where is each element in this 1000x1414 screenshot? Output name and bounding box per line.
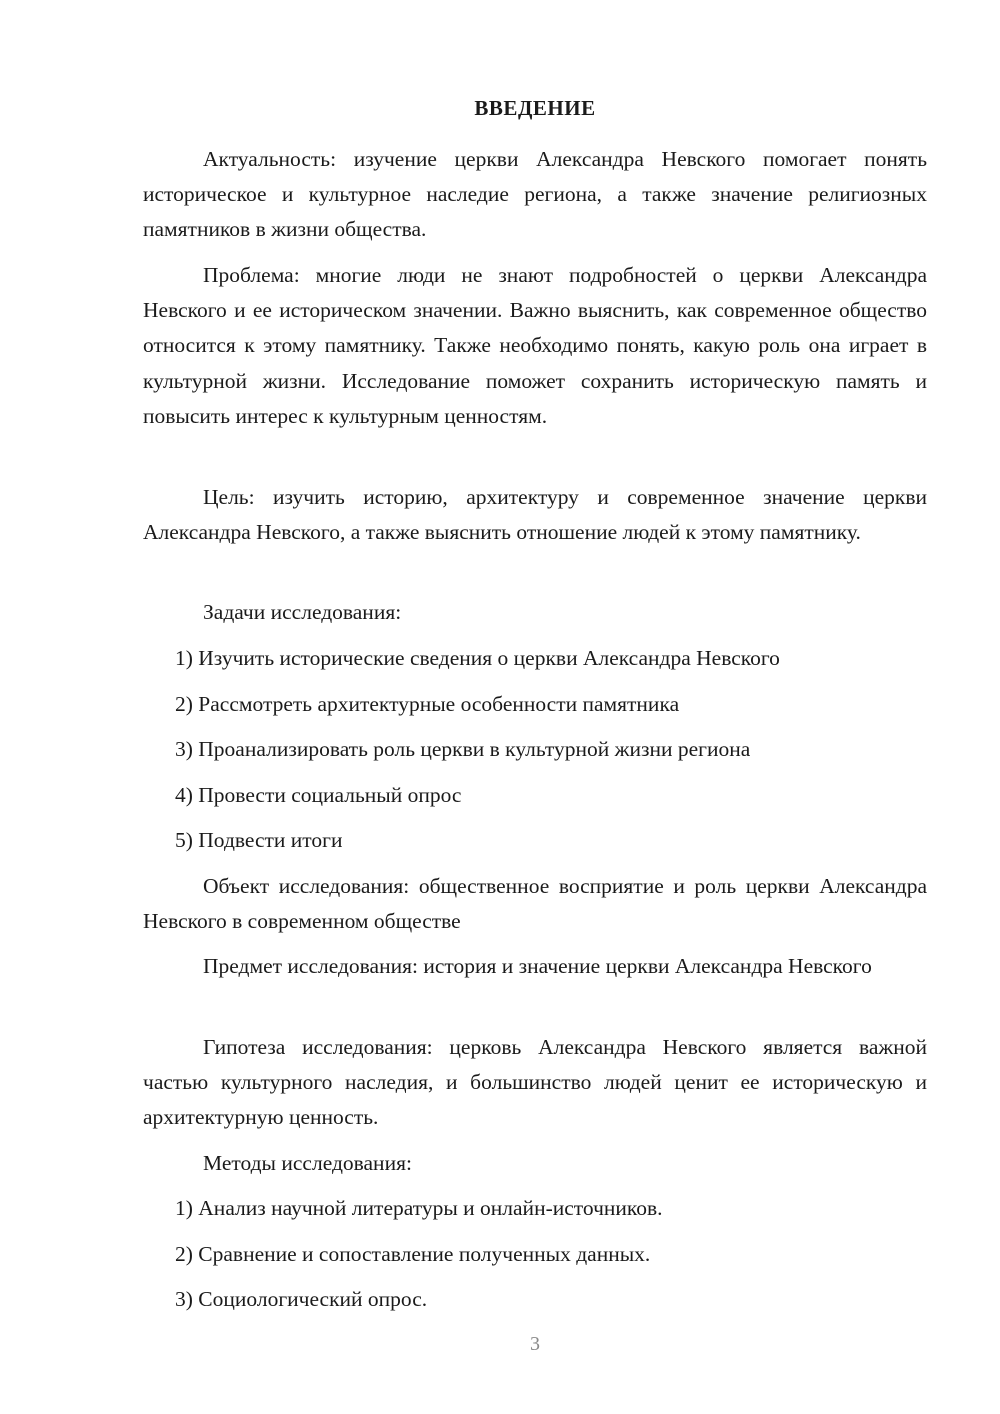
tasks-title: Задачи исследования:: [203, 600, 402, 624]
task-item: 4) Провести социальный опрос: [175, 783, 462, 807]
methods-title: Методы исследования:: [203, 1151, 412, 1175]
relevance-paragraph: Актуальность: изучение церкви Александра Невского помогает понять историческое и культурное наследие региона, а также значение религиозных памятников в жизни общества.: [143, 147, 927, 242]
object-paragraph: Объект исследования: общественное восприятие и роль церкви Александра Невского в современном обществе: [143, 874, 927, 934]
subject-paragraph: Предмет исследования: история и значение церкви Александра Невского: [203, 954, 872, 978]
section-heading: ВВЕДЕНИЕ: [474, 96, 596, 120]
method-item: 3) Социологический опрос.: [175, 1287, 428, 1311]
hypothesis-paragraph: Гипотеза исследования: церковь Александра Невского является важной частью культурного наследия, и большинство людей ценит ее историческую и архитектурную ценность.: [143, 1035, 927, 1130]
problem-paragraph: Проблема: многие люди не знают подробностей о церкви Александра Невского и ее историческом значении. Важно выяснить, как современное общество относится к этому памятнику. Также необходимо понять, какую роль она играет в культурной жизни. Исследование поможет сохранить историческую память и повысить интерес к культурным ценностям.: [143, 263, 927, 428]
method-item: 1) Анализ научной литературы и онлайн-источников.: [175, 1196, 663, 1220]
goal-paragraph: Цель: изучить историю, архитектуру и современное значение церкви Александра Невского, а также выяснить отношение людей к этому памятнику.: [143, 485, 927, 545]
task-item: 1) Изучить исторические сведения о церкви Александра Невского: [175, 646, 780, 670]
method-item: 2) Сравнение и сопоставление полученных данных.: [175, 1242, 651, 1266]
page-number: 3: [530, 1333, 540, 1355]
task-item: 5) Подвести итоги: [175, 828, 343, 852]
task-item: 3) Проанализировать роль церкви в культурной жизни региона: [175, 737, 751, 761]
task-item: 2) Рассмотреть архитектурные особенности памятника: [175, 692, 680, 716]
